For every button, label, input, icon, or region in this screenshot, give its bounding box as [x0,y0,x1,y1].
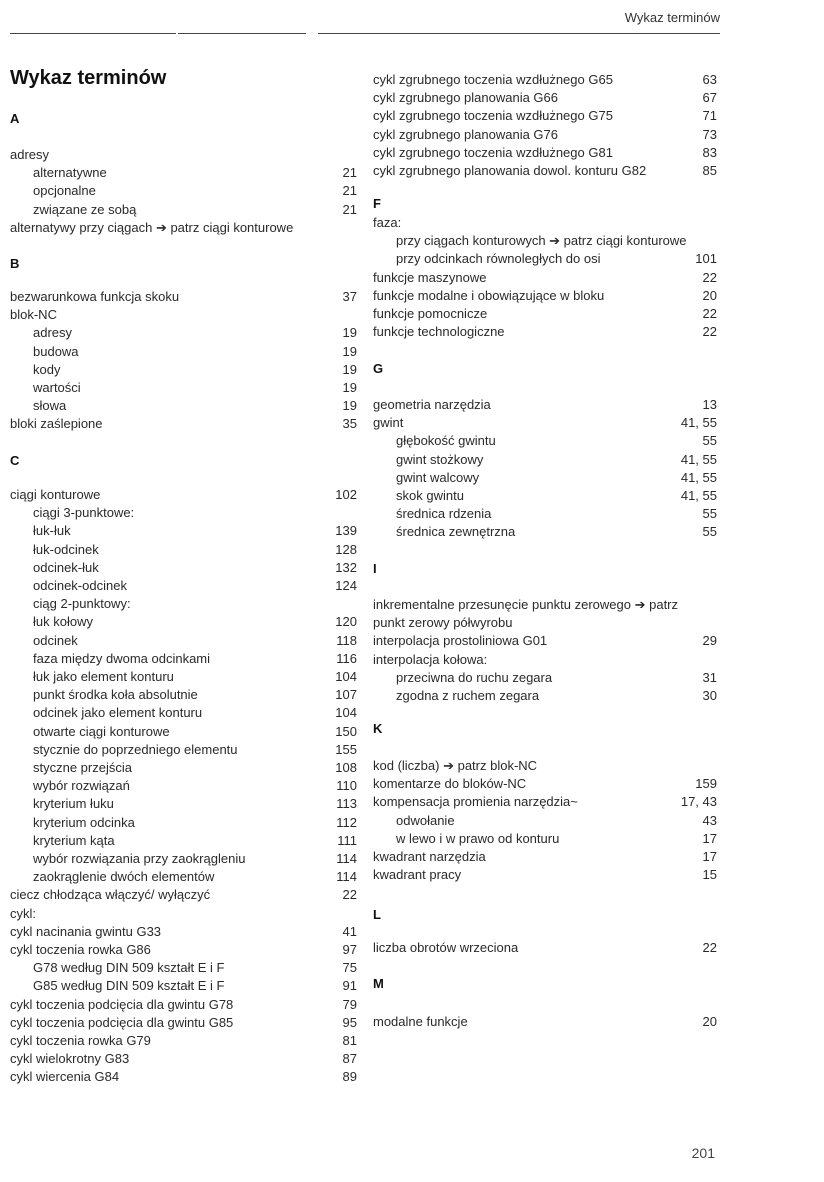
entry-term: w lewo i w prawo od konturu [396,830,560,846]
entry-term: przeciwna do ruchu zegara [396,669,553,685]
index-entry [10,905,357,923]
index-entry [373,614,717,632]
entry-term: cykl zgrubnego toczenia wzdłużnego G75 [373,108,613,124]
entry-page-ref: 20 [702,1014,717,1029]
index-subentry [10,613,357,631]
entry-page-ref: 85 [702,163,717,178]
entry-term: zaokrąglenie dwóch elementów [33,869,215,885]
index-entry [373,939,717,957]
index-subentry [373,232,717,250]
index-entry [373,651,717,669]
entry-term: łuk kołowy [33,614,93,630]
index-subentry [10,361,357,379]
entry-page-ref: 35 [342,416,357,432]
entry-term: adresy [10,147,50,162]
entry-term: stycznie do poprzedniego elementu [33,741,238,757]
entry-term: gwint [373,415,404,431]
entry-term: kompensacja promienia narzędzia~ [373,794,578,810]
entry-term: modalne funkcje [373,1014,468,1029]
entry-page-ref: 31 [702,669,717,685]
index-subentry [10,850,357,868]
index-subentry [373,830,717,848]
entry-page-ref: 19 [342,398,357,414]
index-entry [373,793,717,811]
entry-page-ref: 128 [335,541,357,557]
entry-page-ref: 81 [342,1033,357,1048]
entry-term: związane ze sobą [33,201,137,217]
entry-page-ref: 120 [335,614,357,630]
index-entry [373,396,717,414]
entry-page-ref: 111 [337,832,357,848]
entry-page-ref: 118 [336,632,357,648]
index-subentry [10,343,357,361]
section-letter: I [373,561,377,576]
index-subentry [10,182,357,200]
entry-term: głębokość gwintu [396,433,496,449]
index-subentry [10,759,357,777]
entry-page-ref: 116 [336,650,357,666]
header-rule-left [10,33,176,34]
entry-term: faza: [373,215,402,230]
entry-term: faza między dwoma odcinkami [33,650,211,666]
entry-term: funkcje maszynowe [373,269,487,285]
entry-term: cykl zgrubnego planowania dowol. konturu G82 [373,163,647,178]
entry-term: cykl zgrubnego toczenia wzdłużnego G81 [373,144,613,160]
running-head: Wykaz terminów [624,10,720,25]
entry-page-ref: 41, 55 [680,451,717,467]
index-entry [10,886,357,904]
index-subentry [10,164,357,182]
index-subentry [373,812,717,830]
entry-page-ref: 101 [695,251,717,267]
index-subentry [10,559,357,577]
entry-page-ref: 41 [342,923,357,939]
index-entry [10,1032,357,1050]
entry-page-ref: 15 [702,867,717,883]
entry-page-ref: 75 [342,960,357,976]
index-entry [10,219,357,237]
index-entry [373,287,717,305]
entry-term: odcinek-łuk [33,559,99,575]
index-entry [373,89,717,107]
index-subentry [10,777,357,795]
entry-page-ref: 13 [702,397,717,412]
entry-term: otwarte ciągi konturowe [33,723,170,739]
index-subentry [373,669,717,687]
entry-term: funkcje pomocnicze [373,306,488,321]
index-entry [10,923,357,941]
entry-page-ref: 79 [342,996,357,1012]
index-entry [373,144,717,162]
section-letter: L [373,907,381,922]
entry-term: cykl zgrubnego toczenia wzdłużnego G65 [373,72,613,87]
entry-term: cykl zgrubnego planowania G66 [373,90,559,106]
index-entry [373,866,717,884]
entry-term: średnica rdzenia [396,506,492,522]
entry-term: zgodna z ruchem zegara [396,688,540,703]
index-subentry [373,250,717,268]
index-entry [373,775,717,793]
index-subentry [10,522,357,540]
entry-term: ciągi konturowe [10,487,101,502]
entry-page-ref: 17 [702,830,717,846]
index-subentry [10,577,357,595]
entry-page-ref: 19 [342,361,357,377]
entry-term: łuk-łuk [33,523,71,539]
entry-page-ref: 22 [702,269,717,285]
entry-page-ref: 73 [702,126,717,142]
entry-term: punkt środka koła absolutnie [33,687,198,703]
entry-page-ref: 150 [335,723,357,739]
entry-page-ref: 95 [342,1014,357,1030]
entry-term: cykl wielokrotny G83 [10,1051,130,1067]
entry-page-ref: 155 [335,741,357,757]
entry-term: kwadrant narzędzia [373,849,486,864]
entry-term: odcinek-odcinek [33,578,127,593]
page-number: 201 [691,1145,715,1161]
entry-page-ref: 113 [336,796,357,812]
index-subentry [10,704,357,722]
entry-page-ref: 139 [335,523,357,539]
index-subentry [10,541,357,559]
entry-page-ref: 41, 55 [680,415,717,431]
index-subentry [10,668,357,686]
entry-term: alternatywy przy ciągach ➔ patrz ciągi konturowe [10,219,294,235]
entry-page-ref: 22 [342,887,357,903]
entry-page-ref: 104 [335,705,357,721]
entry-term: przy ciągach konturowych ➔ patrz ciągi konturowe [396,233,687,249]
entry-term: gwint walcowy [396,469,480,485]
entry-page-ref: 37 [342,289,357,304]
index-entry [373,757,717,775]
entry-term: cykl wiercenia G84 [10,1069,120,1085]
entry-page-ref: 89 [342,1069,357,1085]
entry-page-ref: 83 [702,144,717,160]
entry-page-ref: 67 [702,90,717,106]
index-subentry [373,469,717,487]
entry-term: odcinek [33,632,78,648]
entry-term: punkt zerowy półwyrobu [373,615,513,631]
index-subentry [10,741,357,759]
index-subentry [373,487,717,505]
entry-term: kryterium kąta [33,832,115,848]
entry-term: kwadrant pracy [373,867,462,883]
index-entry [10,941,357,959]
entry-term: słowa [33,398,67,414]
entry-term: odwołanie [396,812,455,828]
index-subentry [10,201,357,219]
index-entry [10,1014,357,1032]
index-title: Wykaz terminów [10,67,167,89]
section-letter: K [373,721,383,736]
index-entry [10,306,357,324]
section-letter: G [373,361,384,376]
entry-term: interpolacja prostoliniowa G01 [373,633,548,649]
entry-page-ref: 22 [702,306,717,321]
entry-page-ref: 21 [342,201,357,217]
entry-page-ref: 43 [702,812,717,828]
entry-term: odcinek jako element konturu [33,705,203,721]
section-letter: C [10,453,20,468]
index-entry [10,996,357,1014]
entry-page-ref: 55 [702,433,717,449]
entry-page-ref: 159 [695,776,717,792]
entry-page-ref: 107 [335,687,357,703]
entry-page-ref: 114 [336,869,357,885]
index-entry [373,596,717,614]
index-subentry [10,632,357,650]
entry-page-ref: 19 [342,325,357,341]
entry-term: cykl toczenia podcięcia dla gwintu G85 [10,1014,234,1030]
entry-term: funkcje technologiczne [373,324,505,340]
index-subentry [10,832,357,850]
entry-term: ciągi 3-punktowe: [33,505,135,521]
section-letter: A [10,111,20,126]
entry-term: wartości [33,380,81,395]
entry-term: alternatywne [33,165,107,181]
header-rule-right [318,33,720,34]
entry-term: liczba obrotów wrzeciona [373,940,519,955]
entry-term: skok gwintu [396,488,464,503]
index-entry [10,486,357,504]
section-letter: F [373,196,381,211]
entry-term: komentarze do bloków-NC [373,776,527,792]
entry-page-ref: 29 [702,633,717,649]
index-subentry [10,324,357,342]
index-entry [373,126,717,144]
index-subentry [10,379,357,397]
entry-page-ref: 21 [342,183,357,199]
index-entry [373,305,717,323]
entry-term: cykl zgrubnego planowania G76 [373,126,559,142]
entry-term: G85 według DIN 509 kształt E i F [33,978,225,994]
entry-page-ref: 91 [342,978,357,994]
index-subentry [373,523,717,541]
index-subentry [10,397,357,415]
entry-term: budowa [33,343,79,359]
entry-term: bezwarunkowa funkcja skoku [10,289,180,304]
entry-term: interpolacja kołowa: [373,651,488,667]
entry-page-ref: 30 [702,688,717,703]
index-entry [10,288,357,306]
index-subentry [373,451,717,469]
entry-term: wybór rozwiązania przy zaokrągleniu [33,851,246,866]
index-subentry [10,795,357,813]
entry-term: bloki zaślepione [10,416,103,432]
entry-term: opcjonalne [33,183,96,199]
index-entry [10,1050,357,1068]
entry-page-ref: 19 [342,380,357,395]
index-subentry [10,686,357,704]
entry-page-ref: 124 [335,578,357,593]
index-entry [373,323,717,341]
entry-term: inkrementalne przesunęcie punktu zerowego ➔ patrz [373,597,679,612]
index-entry [373,269,717,287]
index-entry [373,848,717,866]
entry-term: cykl toczenia rowka G86 [10,942,151,957]
index-subentry [10,650,357,668]
entry-term: styczne przejścia [33,760,132,775]
entry-term: blok-NC [10,307,57,323]
index-subentry [10,868,357,886]
entry-page-ref: 22 [702,324,717,340]
entry-page-ref: 114 [336,851,357,866]
entry-page-ref: 55 [702,506,717,522]
entry-page-ref: 21 [342,165,357,181]
entry-page-ref: 41, 55 [680,488,717,503]
index-entry [373,214,717,232]
entry-term: łuk-odcinek [33,541,99,557]
entry-term: przy odcinkach równoległych do osi [396,251,601,267]
entry-page-ref: 104 [335,669,357,684]
header-rule-middle [178,33,306,34]
entry-term: cykl nacinania gwintu G33 [10,923,162,939]
index-entry [373,632,717,650]
index-entry [373,107,717,125]
entry-page-ref: 19 [342,343,357,359]
index-subentry [10,814,357,832]
entry-page-ref: 112 [336,814,357,830]
index-subentry [10,959,357,977]
entry-term: kody [33,361,61,377]
entry-term: gwint stożkowy [396,451,484,467]
index-entry [373,162,717,180]
entry-page-ref: 132 [335,559,357,575]
entry-term: cykl toczenia podcięcia dla gwintu G78 [10,996,234,1012]
index-entry [373,71,717,89]
index-subentry [10,977,357,995]
entry-page-ref: 97 [342,942,357,957]
entry-term: kryterium odcinka [33,814,135,830]
entry-page-ref: 71 [702,108,717,124]
entry-term: funkcje modalne i obowiązujące w bloku [373,287,605,303]
entry-page-ref: 22 [702,940,717,955]
index-entry [10,415,357,433]
entry-page-ref: 110 [336,778,357,794]
entry-page-ref: 41, 55 [680,469,717,485]
entry-term: geometria narzędzia [373,397,491,412]
entry-term: ciąg 2-punktowy: [33,596,131,612]
entry-page-ref: 108 [335,760,357,775]
entry-term: G78 według DIN 509 kształt E i F [33,960,225,976]
entry-page-ref: 17, 43 [680,794,717,810]
entry-page-ref: 55 [702,524,717,540]
entry-term: kod (liczba) ➔ patrz blok-NC [373,758,538,773]
entry-term: kryterium łuku [33,796,114,812]
entry-page-ref: 63 [702,72,717,87]
entry-term: cykl: [10,905,36,921]
index-entry [373,414,717,432]
section-letter: B [10,256,20,271]
entry-term: ciecz chłodząca włączyć/ wyłączyć [10,887,211,903]
index-subentry [373,505,717,523]
section-letter: M [373,976,384,991]
entry-page-ref: 87 [342,1051,357,1067]
entry-term: łuk jako element konturu [33,669,174,684]
entry-term: średnica zewnętrzna [396,524,516,540]
entry-term: adresy [33,325,73,341]
entry-term: wybór rozwiązań [33,778,130,794]
index-subentry [10,504,357,522]
index-entry [10,1068,357,1086]
entry-term: cykl toczenia rowka G79 [10,1033,151,1048]
index-entry [10,146,357,164]
index-subentry [373,432,717,450]
index-subentry [373,687,717,705]
index-subentry [10,723,357,741]
index-entry [373,1013,717,1031]
index-subentry [10,595,357,613]
entry-page-ref: 102 [335,487,357,502]
entry-page-ref: 20 [702,287,717,303]
entry-page-ref: 17 [702,849,717,864]
